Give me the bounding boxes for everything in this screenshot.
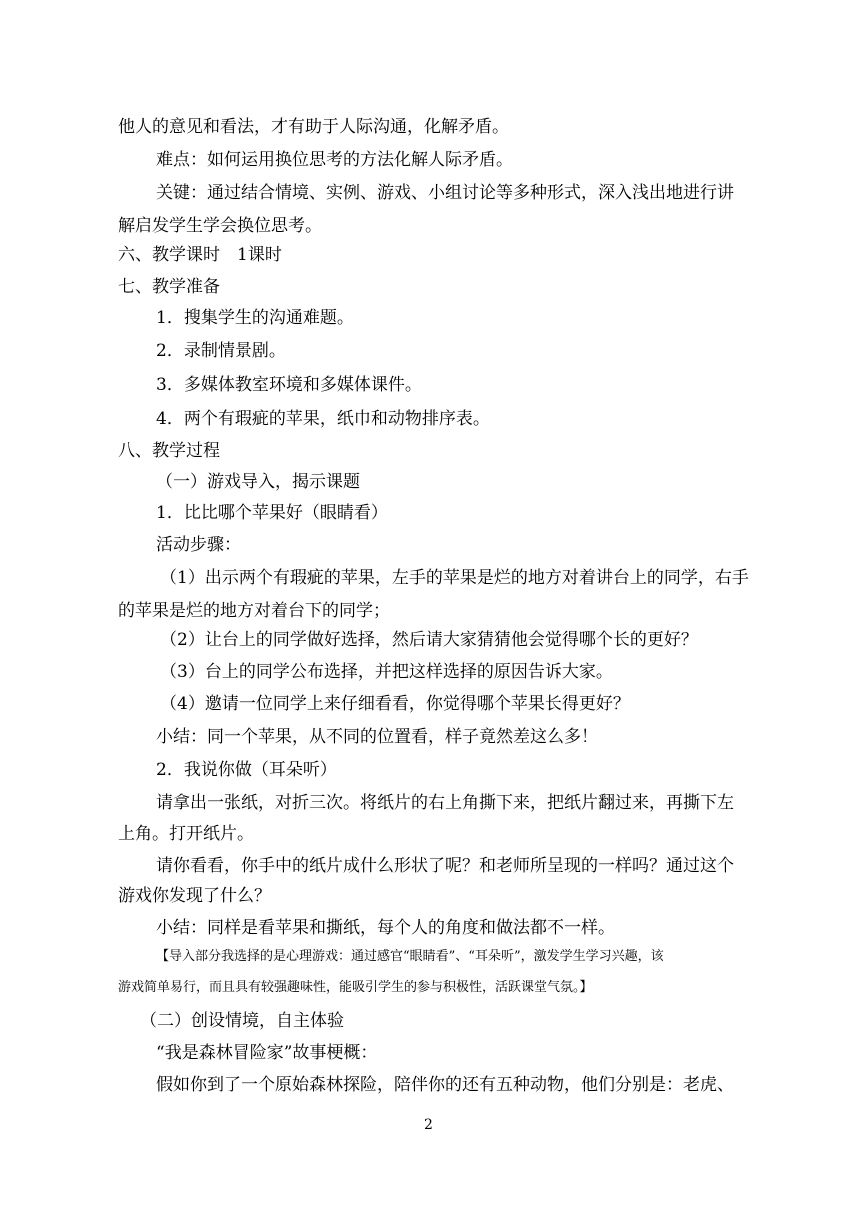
subsection-heading: （二）创设情境，自主体验 [140, 1011, 344, 1031]
text-line: （4）邀请一位同学上来仔细看看，你觉得哪个苹果长得更好？ [160, 694, 630, 714]
list-item: 2．录制情景剧。 [156, 341, 286, 361]
text-line: 他人的意见和看法，才有助于人际沟通，化解矛盾。 [118, 117, 509, 137]
annotation-note: 【导入部分我选择的是心理游戏：通过感官“眼睛看”、“耳朵听”，激发学生学习兴趣，该 [156, 949, 664, 964]
text-line: （3）台上的同学公布选择，并把这样选择的原因告诉大家。 [160, 662, 613, 682]
text-line: 1．比比哪个苹果好（眼睛看） [156, 503, 388, 523]
text-line: 请你看看，你手中的纸片成什么形状了呢？和老师所呈现的一样吗？通过这个 [156, 856, 734, 876]
list-item: 3．多媒体教室环境和多媒体课件。 [156, 375, 422, 395]
text-line: 小结：同一个苹果，从不同的位置看，样子竟然差这么多！ [156, 727, 598, 747]
text-line: （1）出示两个有瑕疵的苹果，左手的苹果是烂的地方对着讲台上的同学，右手 [160, 568, 749, 588]
text-line: 活动步骤： [156, 535, 241, 555]
section-heading: 七、教学准备 [118, 277, 220, 297]
section-heading: 八、教学过程 [118, 441, 220, 461]
list-item: 1．搜集学生的沟通难题。 [156, 308, 354, 328]
text-line: “我是森林冒险家”故事梗概： [156, 1043, 378, 1063]
section-heading: 六、教学课时 1课时 [118, 245, 282, 265]
text-line: 难点：如何运用换位思考的方法化解人际矛盾。 [156, 150, 513, 170]
text-line: 游戏你发现了什么？ [118, 886, 271, 906]
subsection-heading: （一）游戏导入，揭示课题 [156, 472, 360, 492]
text-line: 假如你到了一个原始森林探险，陪伴你的还有五种动物，他们分别是：老虎、 [156, 1075, 734, 1095]
text-line: 小结：同样是看苹果和撕纸，每个人的角度和做法都不一样。 [156, 918, 615, 938]
page-number: 2 [424, 1117, 433, 1133]
annotation-note: 游戏简单易行，而且具有较强趣味性，能吸引学生的参与积极性，活跃课堂气氛。】 [118, 980, 593, 995]
text-line: 的苹果是烂的地方对着台下的同学； [118, 601, 390, 621]
list-item: 4．两个有瑕疵的苹果，纸巾和动物排序表。 [156, 409, 490, 429]
text-line: 关键：通过结合情境、实例、游戏、小组讨论等多种形式，深入浅出地进行讲 [156, 183, 734, 203]
text-line: 解启发学生学会换位思考。 [118, 216, 322, 236]
text-line: 请拿出一张纸，对折三次。将纸片的右上角撕下来，把纸片翻过来，再撕下左 [156, 793, 734, 813]
text-line: 上角。打开纸片。 [118, 824, 254, 844]
text-line: （2）让台上的同学做好选择，然后请大家猜猜他会觉得哪个长的更好？ [160, 630, 698, 650]
text-line: 2．我说你做（耳朵听） [156, 760, 337, 780]
